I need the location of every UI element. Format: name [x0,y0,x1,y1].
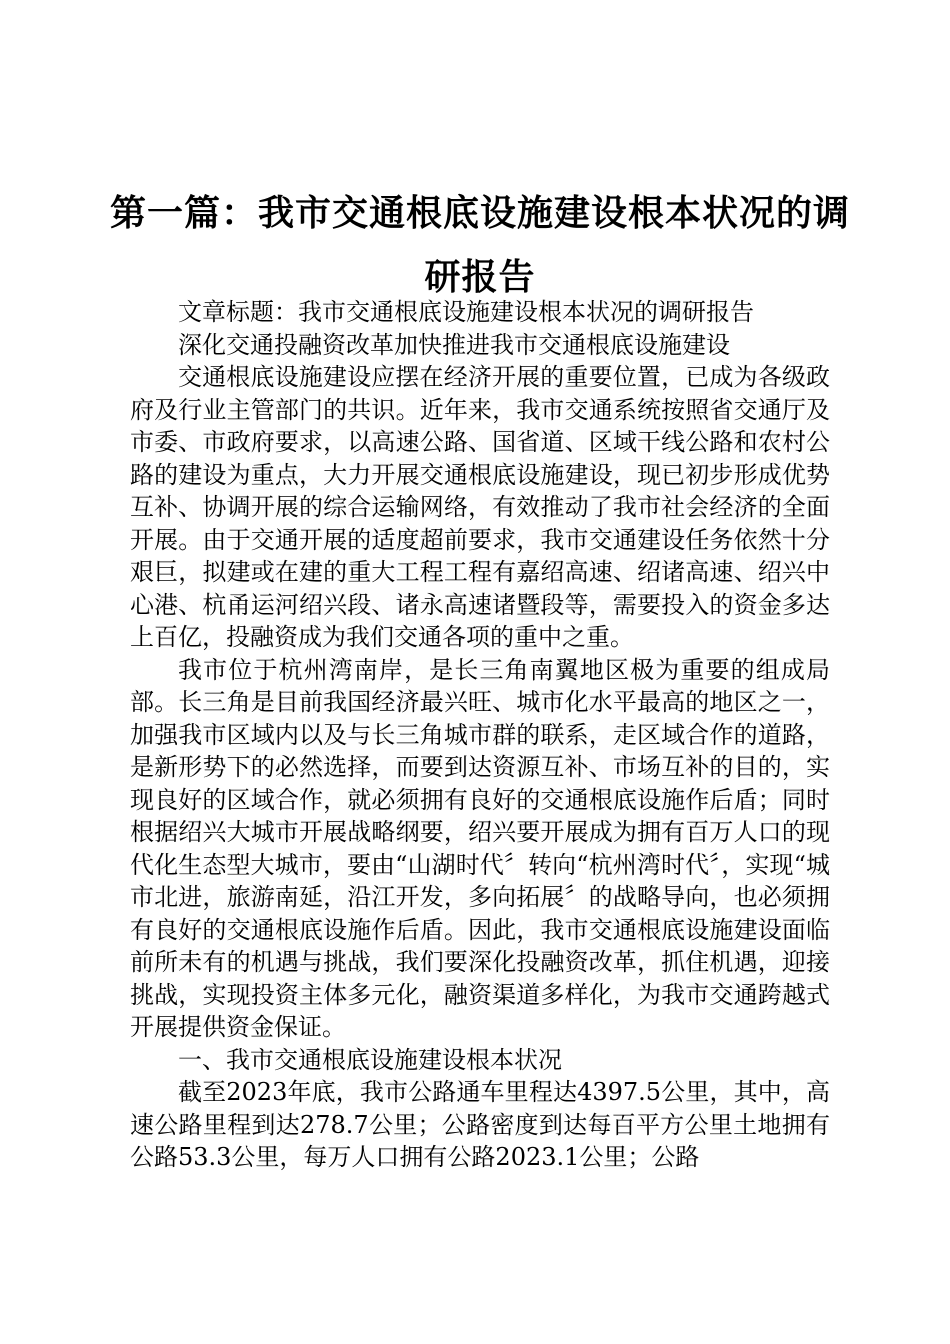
body-paragraph: 我市位于杭州湾南岸，是长三角南翼地区极为重要的组成局部。长三角是目前我国经济最兴旺、城市化水平最高的地区之一，加强我市区域内以及与长三角城市群的联系，走区域合作的道路，是新形势下的必然选择，而要到达资源互补、市场互补的目的，实现良好的区域合作，就必须拥有良好的交通根底设施作后盾；同时根据绍兴大城市开展战略纲要，绍兴要开展成为拥有百万人口的现代化生态型大城市，要由“山湖时代〞转向“杭州湾时代〞，实现“城市北进，旅游南延，沿江开发，多向拓展〞的战略导向，也必须拥有良好的交通根底设施作后盾。因此，我市交通根底设施建设面临前所未有的机遇与挑战，我们要深化投融资改革，抓住机遇，迎接挑战，实现投资主体多元化，融资渠道多样化，为我市交通跨越式开展提供资金保证。 [130,655,830,1041]
document-title: 第一篇：我市交通根底设施建设根本状况的调研报告 [109,193,850,298]
body-paragraph: 截至2023年底，我市公路通车里程达4397.5公里，其中，高速公路里程到达278.7公里；公路密度到达每百平方公里土地拥有公路53.3公里，每万人口拥有公路2023.1公里；公路 [130,1078,830,1171]
subtitle-line: 深化交通投融资改革加快推进我市交通根底设施建设 [178,330,730,359]
body-paragraph: 交通根底设施建设应摆在经济开展的重要位置，已成为各级政府及行业主管部门的共识。近年来，我市交通系统按照省交通厅及市委、市政府要求，以高速公路、国省道、区域干线公路和农村公路的建设为重点，大力开展交通根底设施建设，现已初步形成优势互补、协调开展的综合运输网络，有效推动了我市社会经济的全面开展。由于交通开展的适度超前要求，我市交通建设任务依然十分艰巨，拟建或在建的重大工程工程有嘉绍高速、绍诸高速、绍兴中心港、杭甬运河绍兴段、诸永高速诸暨段等，需要投入的资金多达上百亿，投融资成为我们交通各项的重中之重。 [130,363,830,651]
document-body [130,296,830,1174]
section-heading: 一、我市交通根底设施建设根本状况 [178,1045,562,1074]
article-title-line: 文章标题：我市交通根底设施建设根本状况的调研报告 [178,298,754,326]
